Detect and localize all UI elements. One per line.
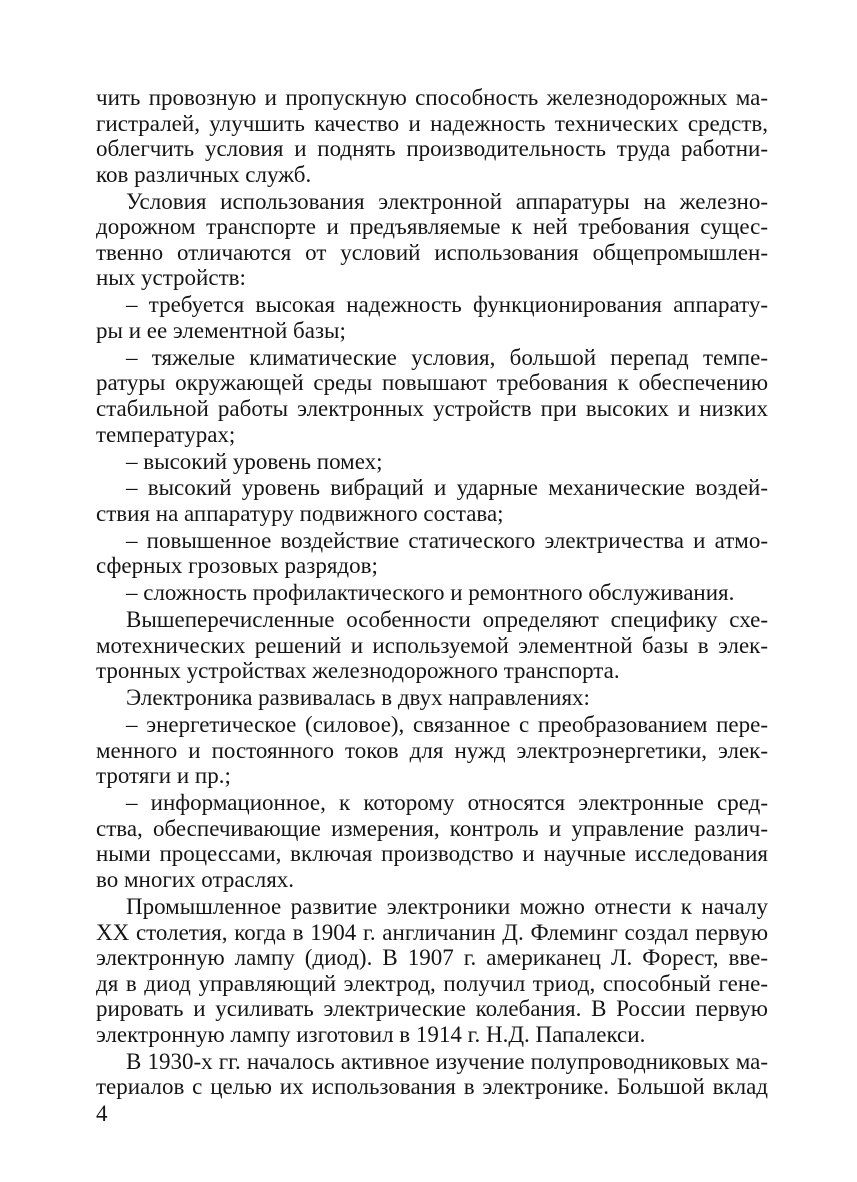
page-number: 4 [96,1101,108,1126]
paragraph-line: ствия на аппаратуру подвижного состава; [96,500,504,526]
paragraph-line: тронных устройствах железнодорожного транспорта. [96,658,620,684]
paragraph-first-line: – высокий уровень вибраций и ударные механические воздей- [126,475,768,501]
paragraph-first-line: – сложность профилактического и ремонтного обслуживания. [126,580,735,606]
paragraph-first-line: – повышенное воздействие статического электричества и атмо- [126,527,768,553]
paragraph-first-line: чить провозную и пропускную способность железнодорожных ма- [96,85,768,110]
paragraph-line: во многих отраслях. [96,867,295,893]
paragraph-line: электронную лампу (диод). В 1907 г. американец Л. Форест, вве- [96,945,768,971]
paragraph-first-line: Промышленное развитие электроники можно отнести к началу [126,893,768,919]
paragraph-line: гистралей, улучшить качество и надежность технических средств, [96,110,768,136]
paragraph-line: ства, обеспечивающие измерения, контроль и управление различ- [96,815,768,841]
paragraph-line: дя в диод управляющий электрод, получил триод, способный гене- [96,970,768,996]
paragraph-first-line: – высокий уровень помех; [126,448,383,474]
paragraph-line: сферных грозовых разрядов; [96,553,378,579]
paragraph-line: менного и постоянного токов для нужд электроэнергетики, элек- [96,737,768,763]
paragraph-line: твенно отличаются от условий использования общепромышлен- [96,239,768,265]
paragraph-line: териалов с целью их использования в электронике. Большой вклад [96,1074,768,1100]
paragraph-line: ными процессами, включая производство и научные исследования [96,841,768,867]
paragraph-line: тротяги и пр.; [96,763,231,789]
paragraph-line: ных устройств: [96,265,246,291]
paragraph-line: XX столетия, когда в 1904 г. англичанин Д. Флеминг создал первую [96,919,768,945]
paragraph-line: ратуры окружающей среды повышают требования к обеспечению [96,370,768,396]
body-text [96,85,768,1100]
paragraph-line: мотехнических решений и используемой элементной базы в элек- [96,632,768,658]
paragraph-first-line: Условия использования электронной аппаратуры на железно- [126,188,768,214]
paragraph-first-line: В 1930-х гг. началось активное изучение полупроводниковых ма- [126,1048,768,1074]
paragraph-line: облегчить условия и поднять производительность труда работни- [96,136,768,162]
paragraph-first-line: Электроника развивалась в двух направлениях: [126,685,590,711]
paragraph-first-line: – энергетическое (силовое), связанное с преобразованием пере- [126,712,768,738]
paragraph-line: стабильной работы электронных устройств при высоких и низких [96,396,768,422]
paragraph-first-line: – требуется высокая надежность функционирования аппарату- [126,292,768,318]
paragraph-first-line: – тяжелые климатические условия, большой перепад темпе- [126,344,768,370]
paragraph-line: ры и ее элементной базы; [96,317,346,343]
paragraph-first-line: Вышеперечисленные особенности определяют специфику схе- [126,607,768,633]
paragraph-line: температурах; [96,421,236,447]
paragraph-line: дорожном транспорте и предъявляемые к ней требования сущес- [96,214,768,240]
paragraph-line: рировать и усиливать электрические колебания. В России первую [96,996,768,1022]
paragraph-line: электронную лампу изготовил в 1914 г. Н.Д. Папалекси. [96,1021,646,1047]
paragraph-line: ков различных служб. [96,161,312,187]
paragraph-first-line: – информационное, к которому относятся электронные сред- [126,790,768,816]
